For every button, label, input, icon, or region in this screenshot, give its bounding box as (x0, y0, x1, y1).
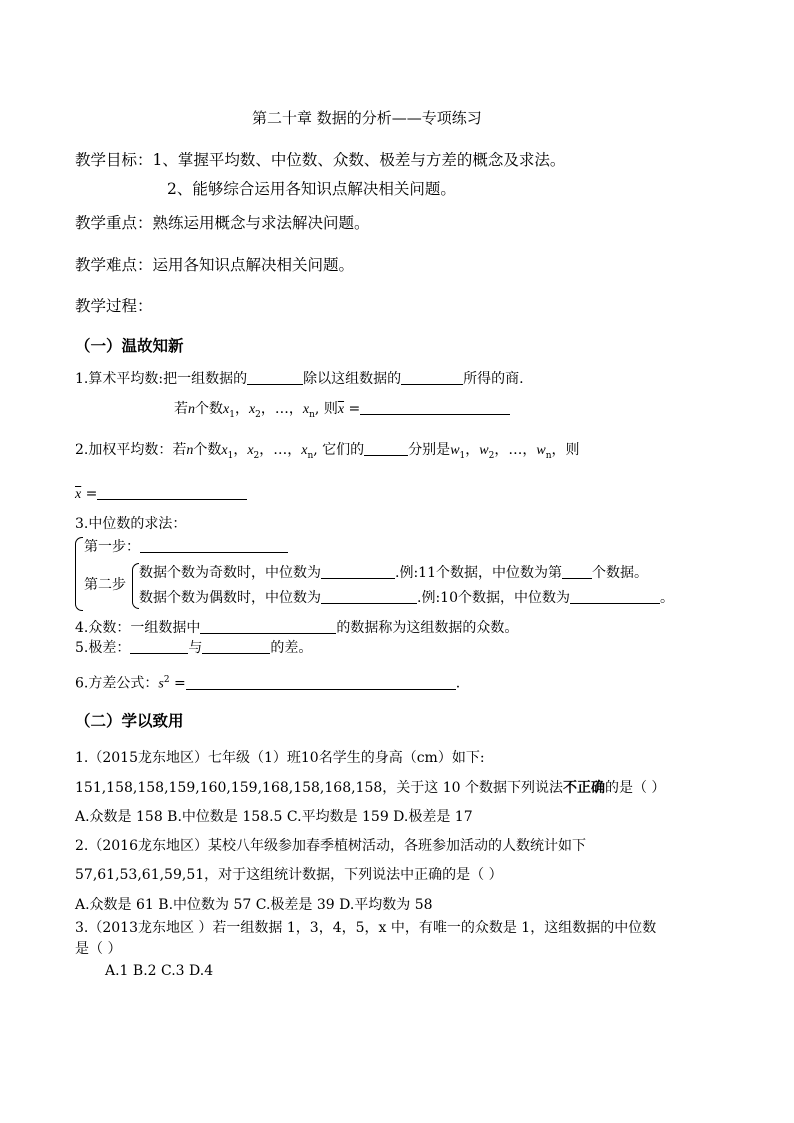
p1-emphasis: 不正确 (562, 780, 605, 796)
problem-1-stem: 1.（2015龙东地区）七年级（1）班10名学生的身高（cm）如下: (75, 750, 485, 766)
sub-n: n (545, 450, 552, 461)
objective-1: 1、掌握平均数、中位数、众数、极差与方差的概念及求法。 (152, 151, 566, 169)
var-wn: w (536, 443, 546, 458)
var-n: n (188, 402, 195, 417)
q6-text-b: . (455, 675, 461, 692)
problem-2-stem: 2.（2016龙东地区）某校八年级参加春季植树活动，各班参加活动的人数统计如下 (75, 838, 586, 854)
problem-2-data: 57,61,53,61,59,51，对于这组统计数据，下列说法中正确的是（ ） (75, 867, 503, 883)
q4-text-a: 4.众数：一组数据中 (75, 620, 201, 636)
median-step-2-label: 第二步 (84, 577, 126, 593)
median-step-1 (84, 538, 288, 556)
sub-1: 1 (229, 409, 235, 420)
blank-even (321, 589, 417, 604)
even-text-a: 数据个数为偶数时，中位数为 (139, 590, 321, 606)
var-x2: x (248, 402, 256, 417)
problem-1-options: A.众数是 158 B.中位数是 158.5 C.平均数是 159 D.极差是 17 (75, 809, 473, 825)
var-xbar: $\overline{x}$ (75, 487, 82, 502)
q4-text-b: 的数据称为这组数据的众数。 (336, 620, 519, 636)
comma: ， (234, 401, 249, 417)
even-text-b: .例:10个数据，中位数为 (417, 590, 570, 606)
problem-3-options: A.1 B.2 C.3 D.4 (105, 963, 214, 979)
p1-paren: 的是（ ） (604, 780, 666, 796)
blank-odd-position (562, 564, 592, 579)
equals: = (81, 486, 98, 502)
var-xn: x (301, 443, 308, 458)
sub-2: 2 (253, 450, 260, 461)
question-variance (75, 671, 460, 694)
comma: ， (287, 442, 302, 458)
q5-text-c: 的差。 (270, 640, 313, 656)
even-text-c: 。 (659, 590, 674, 606)
comma: ， (522, 442, 537, 458)
problem-3-stem-cont: 是（ ） (75, 941, 122, 957)
ellipsis: … (273, 442, 288, 458)
question-mean (75, 370, 524, 388)
question-mean-formula (174, 400, 510, 424)
q1-text-c: 所得的商. (463, 371, 524, 387)
odd-text-b: .例:11个数据，中位数为第 (395, 565, 562, 581)
key-point: 教学重点：熟练运用概念与求法解决问题。 (75, 214, 370, 232)
q1-text-b: 除以这组数据的 (303, 371, 402, 387)
objectives-label: 教学目标： (75, 151, 153, 169)
q1-count: 个数 (195, 401, 223, 417)
comma: ， (494, 442, 509, 458)
var-xbar: $\overline{x}$ (337, 402, 345, 417)
question-mode (75, 619, 518, 637)
comma: ， (465, 442, 480, 458)
comma: ， (233, 442, 248, 458)
process-label: 教学过程： (75, 297, 153, 315)
q1-then: , 则 (314, 401, 338, 417)
var-s: s (158, 676, 164, 692)
var-xn: x (302, 402, 310, 417)
weighted-mean-formula (75, 485, 247, 504)
q5-text-a: 5.极差： (75, 640, 131, 656)
q2-text-a: 2.加权平均数：若 (75, 442, 187, 458)
section-heading-review: （一）温故知新 (75, 336, 184, 355)
section-heading-apply: （二）学以致用 (75, 711, 184, 730)
blank-range-2 (202, 639, 270, 654)
comma: ， (259, 442, 274, 458)
var-x2: x (247, 443, 254, 458)
sub-1: 1 (227, 450, 234, 461)
q2-text-b: 个数 (193, 442, 222, 458)
ellipsis: … (508, 442, 523, 458)
odd-text-c: 个数据。 (591, 565, 648, 581)
sub-2: 2 (488, 450, 495, 461)
problem-2-options: A.众数是 61 B.中位数为 57 C.极差是 39 D.平均数为 58 (75, 897, 433, 913)
q1-if: 若 (174, 401, 188, 417)
blank-mode (200, 619, 336, 634)
median-odd (139, 564, 648, 582)
blank-mean-formula (360, 400, 510, 415)
var-w2: w (479, 443, 489, 458)
blank-sum (247, 370, 303, 385)
sub-2: 2 (255, 409, 261, 420)
q6-text-a: 6.方差公式： (75, 675, 159, 692)
blank-variance (186, 675, 456, 690)
outer-brace (75, 537, 83, 611)
blank-count (401, 370, 463, 385)
blank-weights (364, 441, 408, 456)
var-w1: w (450, 443, 460, 458)
blank-weighted-formula (97, 485, 247, 500)
blank-odd (321, 564, 395, 579)
problem-3-stem: 3.（2013龙东地区 ）若一组数据 1，3，4，5，x 中，有唯一的众数是 1，这组数据的中位数 (75, 920, 657, 936)
objective-2: 2、能够综合运用各知识点解决相关问题。 (167, 180, 456, 198)
p1-data-text: 151,158,158,159,160,159,168,158,168,158，关于这 10 个数据下列说法 (75, 780, 563, 796)
page-title: 第二十章 数据的分析——专项练习 (252, 109, 482, 127)
question-range (75, 639, 312, 657)
sub-n: n (309, 409, 315, 420)
q2-text-c: , 它们的 (313, 442, 365, 458)
question-weighted-mean (75, 441, 579, 465)
blank-step1 (140, 538, 288, 553)
problem-1-data (75, 779, 665, 797)
var-n: n (186, 443, 194, 458)
q1-text-a: 1.算术平均数:把一组数据的 (75, 371, 248, 387)
q2-text-e: ，则 (551, 442, 580, 458)
inner-brace (132, 563, 139, 609)
equals: = (344, 401, 361, 417)
q2-text-d: 分别是 (408, 442, 451, 458)
var-x1: x (221, 443, 228, 458)
step1-label: 第一步： (84, 539, 140, 555)
sub-n: n (307, 450, 314, 461)
comma: ， (260, 401, 275, 417)
comma: ， (288, 401, 303, 417)
q5-text-b: 与 (188, 640, 203, 656)
equals: = (169, 675, 186, 692)
var-x1: x (223, 402, 230, 417)
blank-range-1 (130, 639, 188, 654)
difficulty: 教学难点：运用各知识点解决相关问题。 (75, 256, 355, 274)
ellipsis: … (274, 401, 289, 417)
question-median: 3.中位数的求法： (75, 516, 187, 532)
objectives-line-1 (75, 151, 565, 169)
median-even (139, 589, 674, 607)
sub-1: 1 (459, 450, 466, 461)
blank-even-value (570, 589, 660, 604)
sup-2: 2 (163, 675, 170, 685)
odd-text-a: 数据个数为奇数时，中位数为 (139, 565, 321, 581)
